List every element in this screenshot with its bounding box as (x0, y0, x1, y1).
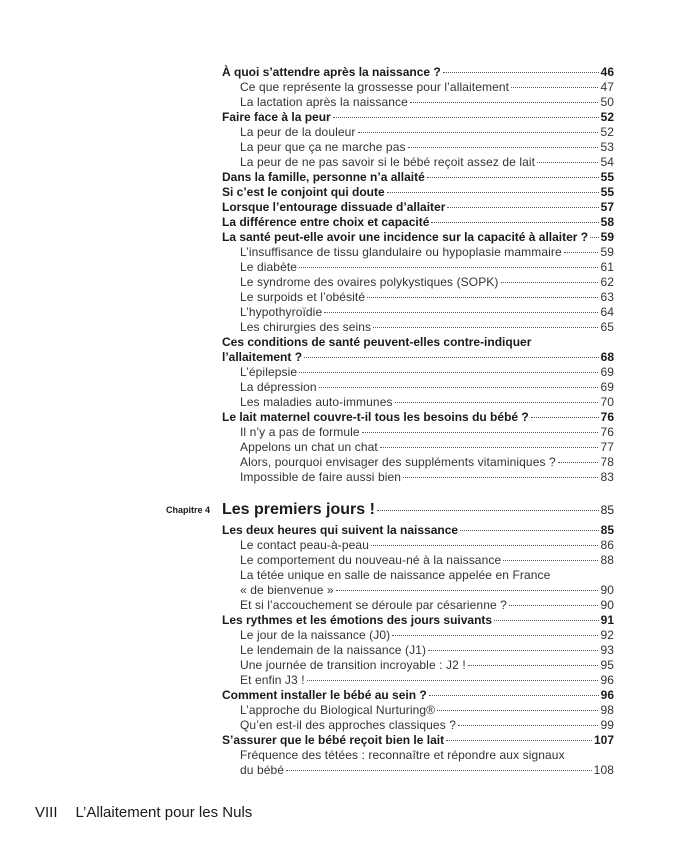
entry-page-number: 78 (600, 455, 614, 469)
entry-title: Le syndrome des ovaires polykystiques (SOPK) (240, 275, 499, 289)
entry-page-number: 55 (600, 185, 614, 199)
entry-title: L’épilepsie (240, 365, 298, 379)
toc-entry (0, 673, 700, 688)
entry-page-number: 76 (600, 425, 614, 439)
subsection-line (240, 763, 614, 778)
toc-entry (0, 583, 700, 598)
section-line (222, 733, 614, 748)
entry-title: La dépression (240, 380, 317, 394)
entry-page-number: 92 (600, 628, 614, 642)
dot-leader (509, 605, 598, 606)
dot-leader (558, 462, 599, 463)
dot-leader (408, 147, 599, 148)
subsection-line (240, 553, 614, 568)
entry-page-number: 59 (600, 245, 614, 259)
subsection-line (240, 470, 614, 485)
entry-title: L’insuffisance de tissu glandulaire ou hypoplasie mammaire (240, 245, 562, 259)
entry-title: À quoi s’attendre après la naissance ? (222, 65, 441, 79)
entry-title: Le diabète (240, 260, 298, 274)
entry-page-number: 52 (600, 125, 614, 139)
dot-leader (358, 132, 599, 133)
toc-entry (0, 380, 700, 395)
entry-title: Si c’est le conjoint qui doute (222, 185, 385, 199)
section-line (222, 523, 614, 538)
toc-entry (0, 110, 700, 125)
entry-title: La peur de ne pas savoir si le bébé reçoit assez de lait (240, 155, 536, 169)
section-line (222, 110, 614, 125)
entry-title: « de bienvenue » (240, 583, 334, 597)
dot-leader (373, 327, 598, 328)
toc-entry (0, 200, 700, 215)
entry-title: S’assurer que le bébé reçoit bien le lait (222, 733, 445, 747)
subsection-line (240, 320, 614, 335)
entry-title: Ces conditions de santé peuvent-elles contre-indiquer (222, 335, 532, 349)
subsection-line (240, 425, 614, 440)
dot-leader (429, 695, 599, 696)
chapter-line (222, 499, 614, 521)
toc-entry (0, 553, 700, 568)
entry-page-number: 96 (600, 673, 614, 687)
subsection-line (240, 395, 614, 410)
subsection-line (240, 260, 614, 275)
subsection-line (240, 365, 614, 380)
toc-entry (0, 523, 700, 538)
subsection-line (240, 628, 614, 643)
entry-page-number: 55 (600, 170, 614, 184)
toc-entry (0, 733, 700, 748)
dot-leader (362, 432, 599, 433)
entry-page-number: 83 (600, 470, 614, 484)
section-line (222, 350, 614, 365)
subsection-line (240, 658, 614, 673)
entry-title: Les deux heures qui suivent la naissance (222, 523, 459, 537)
toc-entry (0, 155, 700, 170)
entry-page-number: 64 (600, 305, 614, 319)
entry-page-number: 50 (600, 95, 614, 109)
entry-title: Le surpoids et l’obésité (240, 290, 366, 304)
dot-leader (431, 222, 598, 223)
entry-title: L’hypothyroïdie (240, 305, 323, 319)
toc-entry (0, 320, 700, 335)
entry-page-number: 59 (600, 230, 614, 244)
entry-page-number: 47 (600, 80, 614, 94)
toc-entry (0, 95, 700, 110)
entry-title: Les premiers jours ! (222, 501, 375, 518)
dot-leader (371, 545, 598, 546)
entry-page-number: 95 (600, 658, 614, 672)
toc-entry (0, 80, 700, 95)
entry-page-number: 69 (600, 365, 614, 379)
entry-title: l’allaitement ? (222, 350, 303, 364)
dot-leader (286, 770, 592, 771)
toc-entry (0, 260, 700, 275)
entry-title: Faire face à la peur (222, 110, 331, 124)
entry-title: Le lait maternel couvre-t-il tous les besoins du bébé ? (222, 410, 529, 424)
subsection-line (240, 140, 614, 155)
entry-page-number: 96 (600, 688, 614, 702)
section-line (222, 170, 614, 185)
subsection-line (240, 245, 614, 260)
section-line (222, 200, 614, 215)
subsection-line (240, 125, 614, 140)
subsection-line (240, 305, 614, 320)
dot-leader (443, 72, 599, 73)
entry-page-number: 93 (600, 643, 614, 657)
toc-entry (0, 568, 700, 583)
dot-leader (458, 725, 598, 726)
section-line (222, 185, 614, 200)
dot-leader (460, 530, 599, 531)
dot-leader (503, 560, 598, 561)
dot-leader (590, 237, 599, 238)
dot-leader (537, 162, 598, 163)
section-line (222, 230, 614, 245)
section-line (222, 65, 614, 80)
dot-leader (468, 665, 599, 666)
entry-page-number: 90 (600, 583, 614, 597)
entry-title: La lactation après la naissance (240, 95, 408, 109)
dot-leader (446, 740, 592, 741)
entry-page-number: 58 (600, 215, 614, 229)
entry-title: Le jour de la naissance (J0) (240, 628, 391, 642)
entry-title: Les rythmes et les émotions des jours suivants (222, 613, 493, 627)
entry-page-number: 46 (600, 65, 614, 79)
entry-title: Le contact peau-à-peau (240, 538, 369, 552)
entry-page-number: 86 (600, 538, 614, 552)
section-line (222, 613, 614, 628)
entry-title: Et si l’accouchement se déroule par césarienne ? (240, 598, 507, 612)
toc-entry (0, 125, 700, 140)
toc-entry (0, 658, 700, 673)
entry-page-number: 61 (600, 260, 614, 274)
toc-entry (0, 170, 700, 185)
toc-entry (0, 275, 700, 290)
dot-leader (319, 387, 599, 388)
dot-leader (380, 447, 599, 448)
toc-entry (0, 185, 700, 200)
subsection-line (240, 643, 614, 658)
section-line (222, 410, 614, 425)
entry-page-number: 69 (600, 380, 614, 394)
entry-page-number: 88 (600, 553, 614, 567)
entry-title: Le comportement du nouveau-né à la naissance (240, 553, 502, 567)
toc-entry (0, 628, 700, 643)
toc-entry (0, 718, 700, 733)
entry-page-number: 63 (600, 290, 614, 304)
toc-entry (0, 410, 700, 425)
entry-title: Ce que représente la grossesse pour l’allaitement (240, 80, 510, 94)
subsection-line (240, 290, 614, 305)
dot-leader (367, 297, 598, 298)
entry-page-number: 107 (593, 733, 614, 747)
dot-leader (437, 710, 598, 711)
toc-entry (0, 470, 700, 485)
subsection-line (240, 455, 614, 470)
toc-entry (0, 140, 700, 155)
entry-title: La peur que ça ne marche pas (240, 140, 406, 154)
entry-title: Une journée de transition incroyable : J2 ! (240, 658, 466, 672)
entry-title: Le lendemain de la naissance (J1) (240, 643, 427, 657)
subsection-line (240, 80, 614, 95)
toc-entry (0, 538, 700, 553)
entry-page-number: 62 (600, 275, 614, 289)
subsection-line (240, 380, 614, 395)
toc-entry (0, 748, 700, 763)
toc-entry (0, 335, 700, 350)
subsection-line (240, 583, 614, 598)
section-line (222, 335, 614, 350)
entry-page-number: 99 (600, 718, 614, 732)
footer-book-title: L’Allaitement pour les Nuls (75, 804, 253, 821)
entry-title: Et enfin J3 ! (240, 673, 305, 687)
dot-leader (564, 252, 599, 253)
toc-entry (0, 290, 700, 305)
subsection-line (240, 718, 614, 733)
entry-page-number: 85 (600, 503, 614, 517)
page-footer (35, 804, 252, 821)
dot-leader (299, 372, 598, 373)
dot-leader (392, 635, 598, 636)
subsection-line (240, 275, 614, 290)
dot-leader (427, 177, 599, 178)
toc-entry (0, 350, 700, 365)
subsection-line (240, 440, 614, 455)
subsection-line (240, 95, 614, 110)
footer-page-number: VIII (35, 804, 58, 821)
entry-page-number: 77 (600, 440, 614, 454)
entry-title: Fréquence des tétées : reconnaître et répondre aux signaux (240, 748, 565, 762)
entry-title: Dans la famille, personne n’a allaité (222, 170, 425, 184)
entry-title: La différence entre choix et capacité (222, 215, 430, 229)
table-of-contents (0, 65, 700, 778)
toc-entry (0, 365, 700, 380)
dot-leader (336, 590, 599, 591)
entry-page-number: 68 (600, 350, 614, 364)
entry-title: Les maladies auto-immunes (240, 395, 393, 409)
entry-page-number: 108 (593, 763, 614, 777)
entry-page-number: 76 (600, 410, 614, 424)
dot-leader (403, 477, 598, 478)
entry-title: Qu’en est-il des approches classiques ? (240, 718, 457, 732)
entry-page-number: 85 (600, 523, 614, 537)
entry-page-number: 90 (600, 598, 614, 612)
section-line (222, 688, 614, 703)
dot-leader (428, 650, 598, 651)
subsection-line (240, 155, 614, 170)
entry-title: Comment installer le bébé au sein ? (222, 688, 427, 702)
toc-entry (0, 230, 700, 245)
dot-leader (395, 402, 599, 403)
dot-leader (324, 312, 598, 313)
dot-leader (299, 267, 598, 268)
subsection-line (240, 703, 614, 718)
subsection-line (240, 673, 614, 688)
entry-page-number: 98 (600, 703, 614, 717)
entry-title: L’approche du Biological Nurturing® (240, 703, 436, 717)
entry-page-number: 65 (600, 320, 614, 334)
entry-title: Impossible de faire aussi bien (240, 470, 402, 484)
toc-entry (0, 613, 700, 628)
toc-entry (0, 688, 700, 703)
toc-entry (0, 598, 700, 613)
dot-leader (304, 357, 599, 358)
toc-entry (0, 215, 700, 230)
entry-title: La peur de la douleur (240, 125, 356, 139)
entry-title: Alors, pourquoi envisager des suppléments vitaminiques ? (240, 455, 556, 469)
entry-title: Lorsque l’entourage dissuade d’allaiter (222, 200, 446, 214)
entry-title: La santé peut-elle avoir une incidence sur la capacité à allaiter ? (222, 230, 589, 244)
entry-page-number: 54 (600, 155, 614, 169)
dot-leader (410, 102, 599, 103)
dot-leader (447, 207, 598, 208)
subsection-line (240, 538, 614, 553)
dot-leader (531, 417, 599, 418)
entry-title: La tétée unique en salle de naissance appelée en France (240, 568, 551, 582)
entry-title: Appelons un chat un chat (240, 440, 378, 454)
dot-leader (494, 620, 599, 621)
toc-entry (0, 395, 700, 410)
chapter-label: Chapitre 4 (166, 505, 211, 515)
subsection-line (240, 748, 614, 763)
entry-title: du bébé (240, 763, 285, 777)
toc-entry (0, 305, 700, 320)
dot-leader (307, 680, 599, 681)
entry-title: Les chirurgies des seins (240, 320, 372, 334)
entry-page-number: 91 (600, 613, 614, 627)
chapter-row (0, 499, 700, 521)
dot-leader (377, 510, 599, 511)
toc-entry (0, 643, 700, 658)
subsection-line (240, 598, 614, 613)
entry-page-number: 57 (600, 200, 614, 214)
dot-leader (387, 192, 599, 193)
toc-entry (0, 703, 700, 718)
toc-entry (0, 763, 700, 778)
dot-leader (333, 117, 599, 118)
entry-page-number: 53 (600, 140, 614, 154)
toc-entry (0, 245, 700, 260)
entry-page-number: 52 (600, 110, 614, 124)
section-line (222, 215, 614, 230)
subsection-line (240, 568, 614, 583)
toc-entry (0, 65, 700, 80)
toc-entry (0, 455, 700, 470)
toc-entry (0, 425, 700, 440)
toc-entry (0, 440, 700, 455)
entry-title: Il n’y a pas de formule (240, 425, 360, 439)
entry-page-number: 70 (600, 395, 614, 409)
dot-leader (511, 87, 598, 88)
dot-leader (501, 282, 599, 283)
